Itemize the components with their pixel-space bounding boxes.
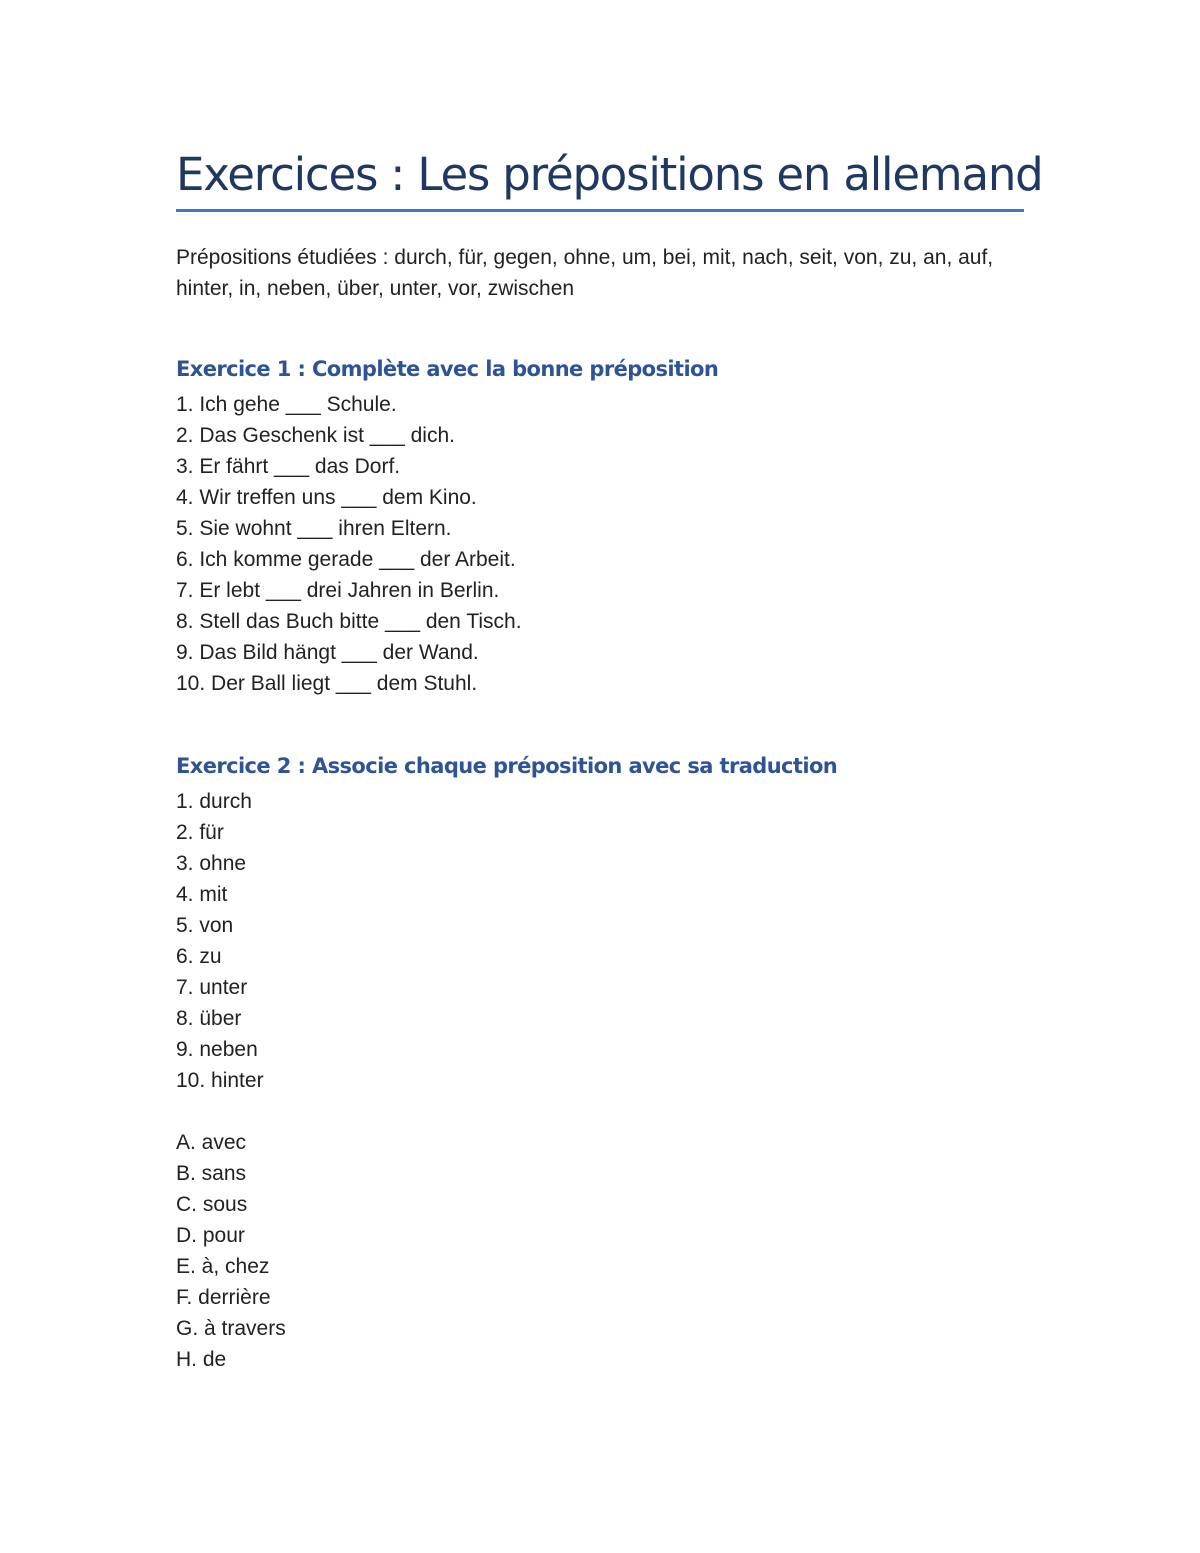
translation-item: B. sans [176,1162,247,1185]
exercise-1-item: 10. Der Ball liegt ___ dem Stuhl. [176,672,478,695]
preposition-item: 10. hinter [176,1069,264,1092]
intro-paragraph: Prépositions étudiées : durch, für, gegen, ohne, um, bei, mit, nach, seit, von, zu, an, auf, hinter, in, neben, über, unter, vor, zwischen [176,246,994,300]
document-title: Exercices : Les prépositions en allemand [176,148,1043,201]
exercise-1-item: 3. Er fährt ___ das Dorf. [176,455,401,478]
exercise-1-item: 8. Stell das Buch bitte ___ den Tisch. [176,610,522,633]
exercise-1-item: 9. Das Bild hängt ___ der Wand. [176,641,479,664]
exercise-1-heading: Exercice 1 : Complète avec la bonne préposition [176,357,719,381]
exercise-1-item: 5. Sie wohnt ___ ihren Eltern. [176,517,452,540]
title-divider [176,209,1024,212]
translation-item: C. sous [176,1193,248,1216]
exercise-1-item: 4. Wir treffen uns ___ dem Kino. [176,486,477,509]
preposition-item: 2. für [176,821,224,844]
preposition-item: 7. unter [176,976,248,999]
exercise-2-translation-list [176,1127,286,1375]
exercise-1-item: 6. Ich komme gerade ___ der Arbeit. [176,548,516,571]
preposition-item: 6. zu [176,945,222,968]
exercise-2-preposition-list [176,786,264,1096]
translation-item: H. de [176,1348,227,1371]
preposition-item: 5. von [176,914,234,937]
exercise-1-list [176,389,522,699]
preposition-item: 9. neben [176,1038,258,1061]
exercise-1-item: 2. Das Geschenk ist ___ dich. [176,424,455,447]
exercise-1-item: 7. Er lebt ___ drei Jahren in Berlin. [176,579,500,602]
exercise-1-item: 1. Ich gehe ___ Schule. [176,393,397,416]
translation-item: G. à travers [176,1317,286,1340]
preposition-item: 8. über [176,1007,242,1030]
preposition-item: 3. ohne [176,852,247,875]
exercise-2-heading: Exercice 2 : Associe chaque préposition avec sa traduction [176,754,838,778]
preposition-item: 1. durch [176,790,252,813]
translation-item: F. derrière [176,1286,271,1309]
translation-item: A. avec [176,1131,247,1154]
preposition-item: 4. mit [176,883,228,906]
translation-item: E. à, chez [176,1255,270,1278]
translation-item: D. pour [176,1224,245,1247]
